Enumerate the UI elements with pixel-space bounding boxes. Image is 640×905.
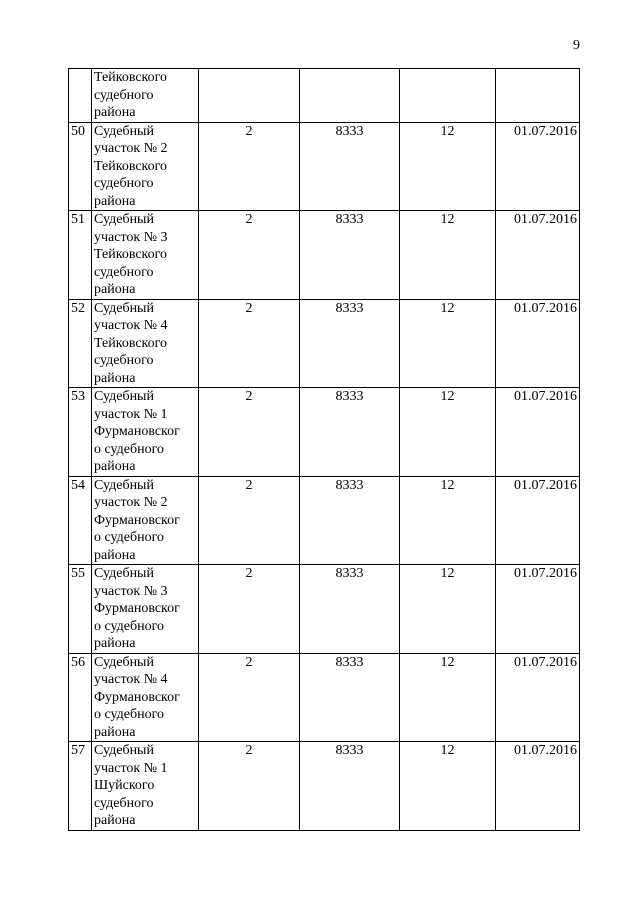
name-line: участок № 4	[94, 318, 168, 333]
name-line: участок № 2	[94, 141, 168, 156]
cell-name	[92, 565, 199, 654]
cell-col5: 12	[400, 388, 496, 477]
cell-number: 57	[69, 742, 92, 831]
cell-col3: 2	[199, 476, 300, 565]
table-row	[69, 742, 580, 831]
cell-date: 01.07.2016	[496, 565, 580, 654]
cell-date	[496, 69, 580, 123]
name-line: Судебный	[94, 389, 154, 404]
table-row	[69, 388, 580, 477]
table-row-continued	[69, 69, 580, 123]
cell-number: 56	[69, 653, 92, 742]
cell-date: 01.07.2016	[496, 742, 580, 831]
name-line: Судебный	[94, 123, 154, 139]
name-line: участок № 1	[94, 406, 168, 422]
cell-name	[92, 211, 199, 300]
name-line: Фурмановског	[94, 689, 180, 705]
name-line: Фурмановског	[94, 512, 180, 528]
cell-col4	[300, 69, 400, 123]
name-line: участок № 3	[94, 229, 168, 245]
cell-col3	[199, 69, 300, 123]
table-row	[69, 122, 580, 211]
cell-col5: 12	[400, 122, 496, 211]
cell-name	[92, 122, 199, 211]
page-number: 9	[573, 38, 580, 53]
cell-col4: 8333	[300, 565, 400, 654]
name-line: района	[94, 105, 136, 120]
cell-col4: 8333	[300, 299, 400, 388]
name-line: Судебный	[94, 300, 154, 316]
name-line: района	[94, 547, 136, 563]
name-line: Тейковского	[94, 158, 168, 174]
name-line: Фурмановског	[94, 424, 180, 439]
cell-number	[69, 69, 92, 123]
name-line: района	[94, 636, 136, 651]
name-line: участок № 4	[94, 672, 168, 687]
name-line: Шуйского	[94, 778, 155, 793]
name-line: Судебный	[94, 654, 154, 670]
cell-date: 01.07.2016	[496, 299, 580, 388]
cell-col5: 12	[400, 742, 496, 831]
cell-col4: 8333	[300, 388, 400, 477]
name-line: судебного	[94, 176, 154, 191]
table-row	[69, 653, 580, 742]
name-line: Фурмановског	[94, 601, 180, 616]
name-line: Судебный	[94, 566, 154, 581]
cell-col5: 12	[400, 299, 496, 388]
cell-col3: 2	[199, 122, 300, 211]
name-line: судебного	[94, 353, 154, 368]
table-body	[69, 69, 580, 831]
name-line: района	[94, 282, 136, 297]
name-line: судебного	[94, 87, 154, 103]
name-line: участок № 2	[94, 495, 168, 510]
cell-col3: 2	[199, 211, 300, 300]
cell-col5: 12	[400, 653, 496, 742]
cell-name	[92, 388, 199, 477]
cell-col3: 2	[199, 299, 300, 388]
cell-col5: 12	[400, 565, 496, 654]
cell-col4: 8333	[300, 476, 400, 565]
name-line: Тейковского	[94, 70, 168, 85]
name-line: судебного	[94, 795, 154, 811]
table-row	[69, 565, 580, 654]
cell-number: 52	[69, 299, 92, 388]
cell-name	[92, 69, 199, 123]
name-line: района	[94, 459, 136, 474]
cell-col3: 2	[199, 742, 300, 831]
cell-name	[92, 742, 199, 831]
cell-date: 01.07.2016	[496, 122, 580, 211]
cell-col4: 8333	[300, 122, 400, 211]
cell-name	[92, 299, 199, 388]
cell-date: 01.07.2016	[496, 211, 580, 300]
name-line: о судебного	[94, 530, 164, 545]
cell-col5: 12	[400, 476, 496, 565]
cell-date: 01.07.2016	[496, 388, 580, 477]
name-line: района	[94, 813, 136, 828]
cell-col3: 2	[199, 388, 300, 477]
name-line: о судебного	[94, 441, 164, 457]
cell-number: 53	[69, 388, 92, 477]
cell-number: 54	[69, 476, 92, 565]
cell-col5	[400, 69, 496, 123]
cell-date: 01.07.2016	[496, 476, 580, 565]
name-line: Судебный	[94, 212, 154, 227]
cell-col4: 8333	[300, 742, 400, 831]
cell-date: 01.07.2016	[496, 653, 580, 742]
cell-number: 50	[69, 122, 92, 211]
name-line: о судебного	[94, 707, 164, 722]
name-line: участок № 3	[94, 583, 168, 599]
cell-col4: 8333	[300, 653, 400, 742]
name-line: района	[94, 193, 136, 209]
cell-col4: 8333	[300, 211, 400, 300]
name-line: Судебный	[94, 743, 154, 758]
table-row	[69, 476, 580, 565]
name-line: района	[94, 724, 136, 740]
name-line: Судебный	[94, 477, 154, 493]
name-line: участок № 1	[94, 760, 168, 776]
table-row	[69, 299, 580, 388]
cell-col5: 12	[400, 211, 496, 300]
cell-number: 55	[69, 565, 92, 654]
cell-col3: 2	[199, 565, 300, 654]
cell-number: 51	[69, 211, 92, 300]
name-line: Тейковского	[94, 335, 168, 351]
name-line: района	[94, 370, 136, 386]
table-row	[69, 211, 580, 300]
name-line: судебного	[94, 264, 154, 280]
court-district-table	[68, 68, 580, 831]
cell-name	[92, 476, 199, 565]
cell-col3: 2	[199, 653, 300, 742]
name-line: о судебного	[94, 618, 164, 634]
name-line: Тейковского	[94, 247, 168, 262]
cell-name	[92, 653, 199, 742]
